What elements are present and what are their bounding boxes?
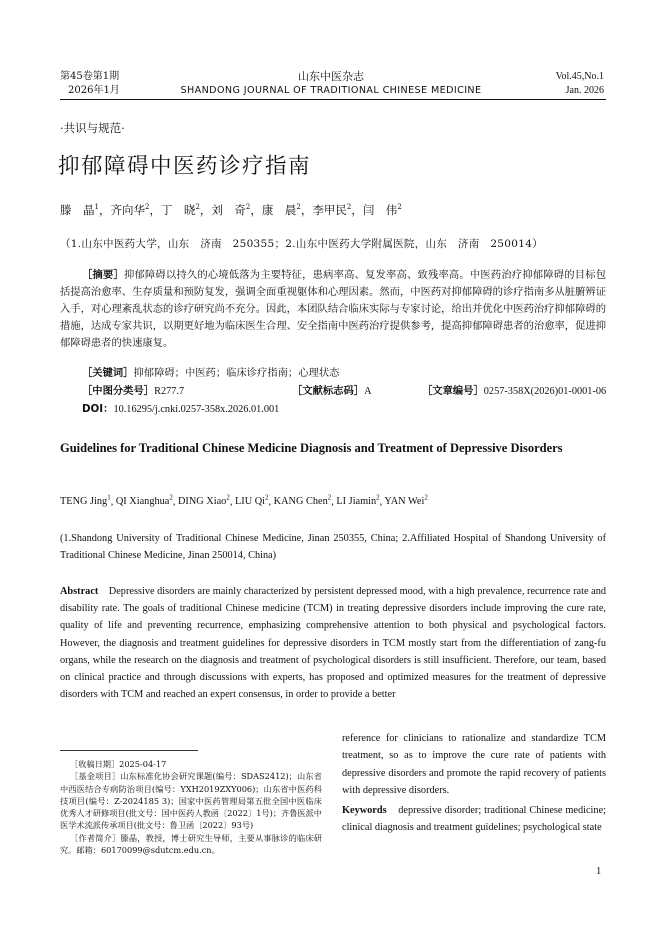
header-date-en: Jan. 2026	[565, 85, 604, 96]
author-en: LIU Qi$^2$	[234, 494, 269, 508]
author-cn: 刘 奇$^2$	[211, 203, 251, 217]
header-volume-en: Vol.45,No.1	[555, 71, 604, 82]
abstract-cn-label: ［摘要］	[82, 269, 124, 281]
author-en: TENG Jing$^1$	[60, 494, 111, 508]
document-code: ［文献标志码］A	[292, 385, 372, 397]
header-journal-cn: 山东中医杂志	[298, 70, 364, 83]
abstract-en	[60, 583, 606, 703]
author-cn: 丁 晓$^2$	[160, 203, 200, 217]
author-en: DING Xiao$^2$	[178, 494, 230, 508]
author-en: LI Jiamin$^2$	[336, 494, 380, 508]
doi: DOI：10.16295/j.cnki.0257-358x.2026.01.001	[82, 403, 280, 415]
footnote-received-date: ［收稿日期］2025-04-17	[70, 759, 167, 769]
author-cn: 闫 伟$^2$	[362, 203, 402, 217]
author-en: KANG Chen$^2$	[273, 494, 332, 508]
article-title-cn: 抑郁障碍中医药诊疗指南	[58, 154, 312, 179]
footnote-author-bio: ［作者简介］滕晶，教授，博士研究生导师，主要从事脉诊的临床研究。邮箱：60170099@sdutcm.edu.cn。	[60, 832, 322, 856]
keywords-en: Keywords depressive disorder; traditional Chinese medicine; clinical diagnosis and treatment guidelines; psychological state	[342, 804, 606, 834]
author-cn: 康 晨$^2$	[261, 203, 301, 217]
affiliation-en: (1.Shandong University of Traditional Chinese Medicine, Jinan 250355, China; 2.Affiliated Hospital of Shandong University of Traditional Chinese Medicine, Jinan 250014, China)	[60, 533, 606, 561]
author-cn: 齐向华$^2$	[110, 203, 150, 217]
author-en: QI Xianghua$^2$	[115, 494, 173, 508]
affiliation-cn: （1.山东中医药大学，山东 济南 250355；2.山东中医药大学附属医院，山东 济南 250014）	[60, 238, 543, 250]
abstract-cn-text: 抑郁障碍以持久的心境低落为主要特征，患病率高、复发率高、致残率高。中医药治疗抑郁障碍的目标包括提高治愈率、生存质量和预防复发，强调全面重视躯体和心理因素。然而，中医药对抑郁障碍的诊疗指南多从脏腑辨证入手，对心理紊乱状态的诊疗研究尚不充分。因此，本团队结合临床实际与专家讨论，给出并优化中医药治疗抑郁障碍的措施，达成专家共识，以期更好地为临床医生合理、安全指南中医药治疗提供参考，提高抑郁障碍患者的治愈率，促进抑郁障碍患者的快速康复。	[60, 269, 607, 350]
authors-cn: 滕 晶$^1$，齐向华$^2$，丁 晓$^2$，刘 奇$^2$，康 晨$^2$，李甲民$^2$，闫 伟$^2$	[60, 203, 402, 217]
abstract-en-continuation	[342, 730, 606, 836]
author-cn: 滕 晶$^1$	[60, 203, 99, 217]
abstract-en-text: Depressive disorders are mainly characterized by persistent depressed mood, with a high prevalence, recurrence rate and disability rate. The goals of traditional Chinese medicine (TCM) in treating depressive disorders include improving the cure rate, quality of life and preventing recurrence, emphasizing comprehensive attention to both physical and psychological factors. However, the diagnosis and treatment guidelines for depressive disorders in TCM mostly start from the differentiation of zang-fu organs, while the research on the diagnosis and treatment of psychological disorders is still insufficient. Therefore, our team, based on clinical practice and through discussions with experts, has proposed and optimized measures for the treatment of depressive disorders with TCM and reached an expert consensus, in order to provide a better	[60, 586, 607, 701]
article-title-en: Guidelines for Traditional Chinese Medicine Diagnosis and Treatment of Depressive Disorders	[60, 441, 563, 455]
header-volume-cn: 第45卷第1期	[60, 71, 120, 82]
abstract-en-label: Abstract	[60, 586, 99, 597]
article-number: ［文章编号］0257-358X(2026)01-0001-06	[422, 385, 607, 397]
header-journal-en: SHANDONG JOURNAL OF TRADITIONAL CHINESE MEDICINE	[180, 85, 482, 96]
page-number: 1	[596, 866, 602, 877]
abstract-en-continued-text: reference for clinicians to rationalize and standardize TCM treatment, so as to improve the cure rate of patients with depressive disorders and promote the rapid recovery of patients with depressive disorders.	[342, 733, 606, 797]
abstract-cn	[60, 267, 606, 352]
footnote-rule	[60, 750, 198, 751]
author-en: YAN Wei$^2$	[384, 494, 428, 508]
section-label: ·共识与规范·	[60, 121, 125, 135]
author-cn: 李甲民$^2$	[312, 203, 352, 217]
classification-number: ［中图分类号］R277.7	[82, 385, 185, 397]
footnotes	[60, 758, 322, 856]
authors-en: TENG Jing$^1$, QI Xianghua$^2$, DING Xiao$^2$, LIU Qi$^2$, KANG Chen$^2$, LI Jiamin$^2$, YAN Wei$^2$	[60, 494, 428, 508]
header-rule	[60, 99, 606, 100]
keywords-cn: ［关键词］抑郁障碍；中医药；临床诊疗指南；心理状态	[82, 367, 340, 379]
footnote-funding: ［基金项目］山东标准化协会研究课题(编号：SDAS2412)；山东省中西医结合专病防治项目(编号：YXH2019ZXY006)；山东省中医药科技项目(编号：Z-2024185 3)；国家中医药管理局第五批全国中医临床优秀人才研修项目(批文号：国中医药人教函〔2022〕1号)；齐鲁医派中医学术流派传承项目(批文号：鲁卫函〔2022〕93号)	[60, 771, 322, 831]
header-date-cn: 2026年1月	[68, 85, 120, 96]
